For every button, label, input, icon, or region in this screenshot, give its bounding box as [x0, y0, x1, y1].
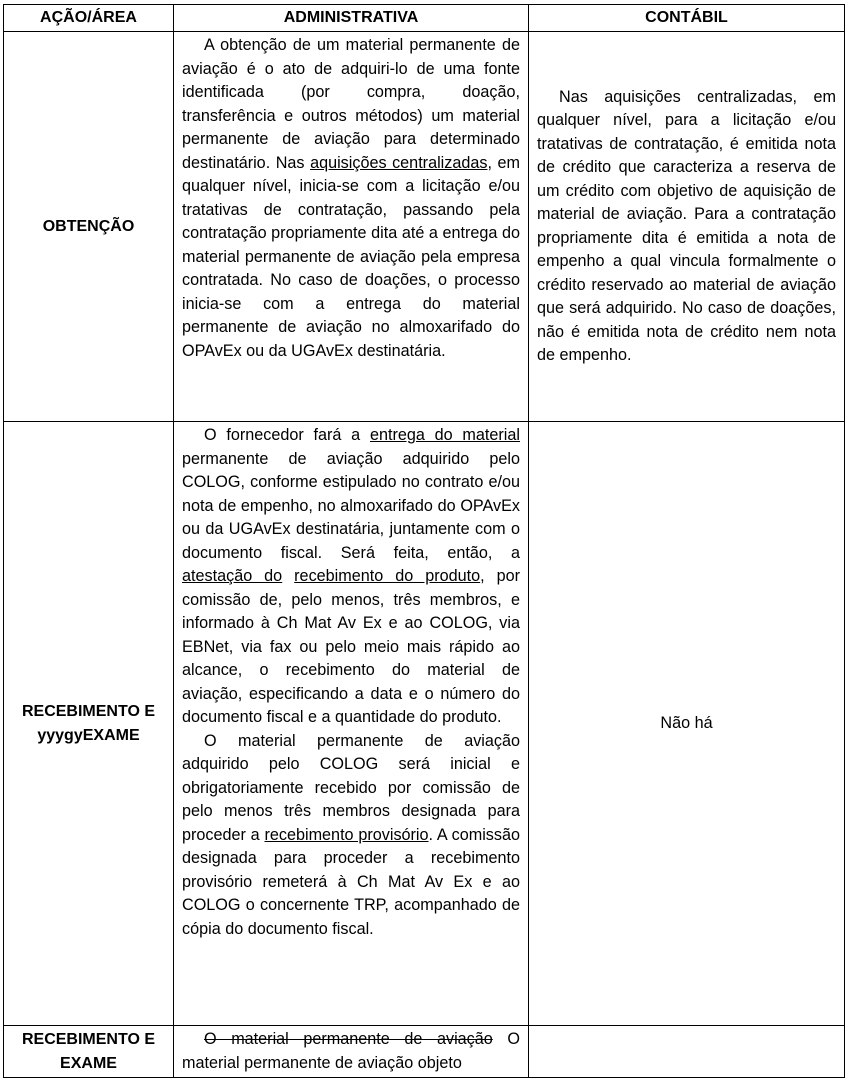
- paragraph: O material permanente de aviação O material permanente de aviação objeto: [182, 1030, 520, 1072]
- underlined-term: entrega do material: [369, 426, 520, 444]
- cell-contabil-recebimento-2: [529, 1026, 845, 1078]
- table-row-obtencao: [4, 32, 845, 422]
- header-administrativa: ADMINISTRATIVA: [174, 5, 529, 32]
- underlined-term: atestação do: [182, 567, 283, 585]
- header-acao-area: AÇÃO/ÁREA: [4, 5, 174, 32]
- header-row: [4, 5, 845, 32]
- paragraph: Nas aquisições centralizadas, em qualquer nível, para a licitação e/ou tratativas de contratação, é emitida nota de crédito que caracteriza a reserva de um crédito com objetivo de aquisição de material de aviação. Para a contratação propriamente dita é emitida a nota de empenho a qual vincula formalmente o crédito reservado ao material de aviação que será adquirido. No caso de doações, não é emitida nota de crédito nem nota de empenho.: [537, 87, 836, 364]
- struck-text: O material permanente de aviação: [204, 1030, 493, 1048]
- table-row-recebimento-exame: [4, 422, 845, 1026]
- cell-administrativa-obtencao: [174, 32, 529, 422]
- cell-administrativa-recebimento-2: [174, 1026, 529, 1078]
- paragraph: O fornecedor fará a entrega do material permanente de aviação adquirido pelo COLOG, conforme estipulado no contrato e/ou nota de empenho, no almoxarifado do OPAvEx ou da UGAvEx destinatária, juntamente com o documento fiscal. Será feita, então, a atestação do recebimento do produto, por comissão de, pelo menos, três membros, e informado à Ch Mat Av Ex e ao COLOG, via EBNet, via fax ou pelo meio mais rápido ao alcance, o recebimento do material de aviação, especificando a data e o número do documento fiscal e a quantidade do produto.: [182, 426, 520, 726]
- paragraph: O material permanente de aviação adquirido pelo COLOG será inicial e obrigatoriamente recebido por comissão de pelo menos três membros designada para proceder a recebimento provisório. A comissão designada para proceder a recebimento provisório remeterá à Ch Mat Av Ex e ao COLOG o concernente TRP, acompanhado de cópia do documento fiscal.: [182, 731, 520, 938]
- table-row-recebimento-exame-2: [4, 1026, 845, 1078]
- cell-contabil-recebimento: Não há: [529, 422, 845, 1026]
- underlined-term: aquisições centralizadas: [310, 153, 488, 172]
- row-label-obtencao: OBTENÇÃO: [4, 32, 174, 422]
- row-label-recebimento-exame-2: RECEBIMENTO E EXAME: [4, 1026, 174, 1078]
- paragraph: A obtenção de um material permanente de aviação é o ato de adquiri-lo de uma fonte identificada (por compra, doação, transferência e outros métodos) um material permanente de aviação para determinado destinatário. Nas aquisições centralizadas, em qualquer nível, inicia-se com a licitação e/ou tratativas de contratação, passando pela contratação propriamente dita até a entrega do material permanente de aviação pela empresa contratada. No caso de doações, o processo inicia-se com a entrega do material permanente de aviação no almoxarifado do OPAvEx ou da UGAvEx destinatária.: [182, 36, 520, 360]
- row-label-recebimento-exame: RECEBIMENTO E yyygyEXAME: [4, 422, 174, 1026]
- cell-contabil-obtencao: [529, 32, 845, 422]
- cell-administrativa-recebimento: [174, 422, 529, 1026]
- underlined-term: recebimento provisório: [264, 825, 429, 844]
- header-contabil: CONTÁBIL: [529, 5, 845, 32]
- underlined-term: recebimento do produto: [294, 567, 481, 585]
- procedure-table: [3, 4, 845, 1078]
